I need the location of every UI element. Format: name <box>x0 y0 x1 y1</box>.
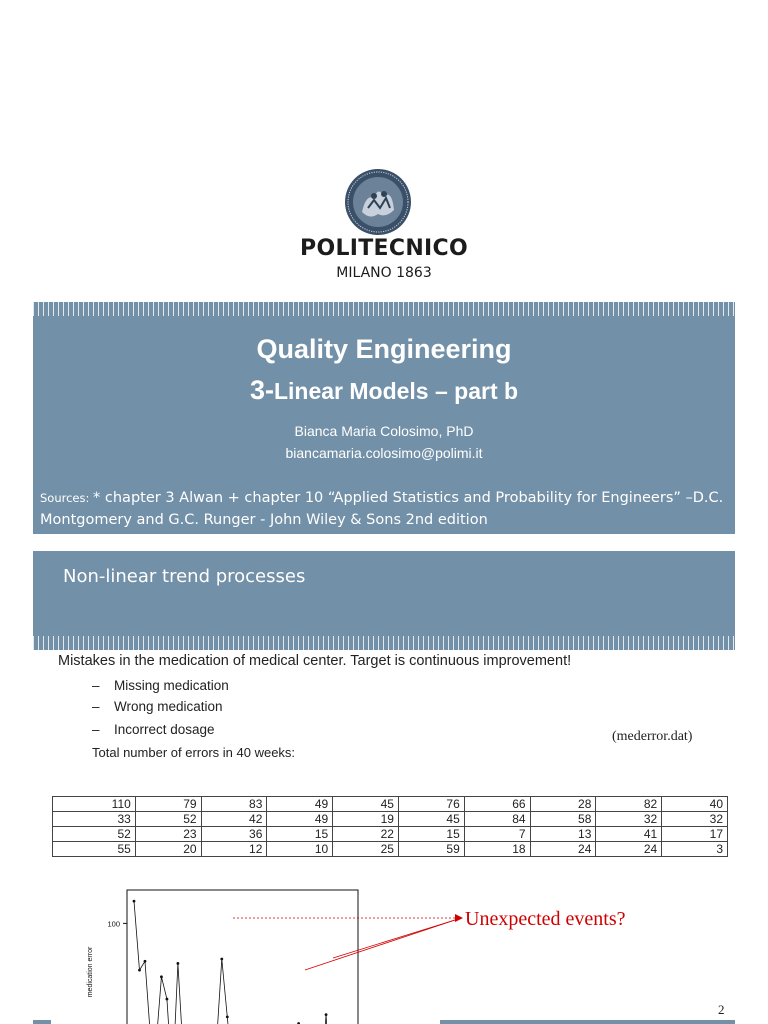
table-cell: 7 <box>464 827 530 842</box>
table-cell: 23 <box>135 827 201 842</box>
bullet-label: Missing medication <box>114 678 229 693</box>
tick-border-bottom <box>33 636 735 650</box>
data-point <box>133 900 136 903</box>
data-point <box>144 960 147 963</box>
table-cell: 15 <box>267 827 333 842</box>
lecture-name: Linear Models – part b <box>273 378 519 404</box>
table-cell: 84 <box>464 812 530 827</box>
table-cell: 40 <box>662 797 728 812</box>
table-cell: 13 <box>530 827 596 842</box>
table-cell: 58 <box>530 812 596 827</box>
plot-frame <box>127 890 358 1024</box>
unexpected-events-annotation: Unexpected events? <box>465 908 626 930</box>
table-cell: 32 <box>662 812 728 827</box>
table-cell: 17 <box>662 827 728 842</box>
table-cell: 3 <box>662 842 728 857</box>
arrow-head <box>455 914 463 922</box>
table-cell: 66 <box>464 797 530 812</box>
data-point <box>325 1013 328 1016</box>
table-cell: 110 <box>53 797 136 812</box>
data-point <box>226 1015 229 1018</box>
table-row <box>53 827 728 842</box>
table-cell: 41 <box>596 827 662 842</box>
footer-bar-left <box>33 1020 51 1024</box>
table-cell: 45 <box>398 812 464 827</box>
sources-label: Sources: <box>40 491 94 505</box>
table-cell: 20 <box>135 842 201 857</box>
table-cell: 18 <box>464 842 530 857</box>
table-cell: 12 <box>201 842 267 857</box>
logo-subtitle: MILANO 1863 <box>336 265 432 281</box>
bullet-dash: – <box>92 722 100 737</box>
table-cell: 49 <box>267 812 333 827</box>
footer-bar-right <box>440 1020 735 1024</box>
table-cell: 25 <box>333 842 399 857</box>
errors-table <box>52 796 728 857</box>
table-row <box>53 842 728 857</box>
table-cell: 33 <box>53 812 136 827</box>
table-cell: 45 <box>333 797 399 812</box>
table-cell: 52 <box>135 812 201 827</box>
bullet-item <box>92 678 229 693</box>
sources-note <box>40 487 730 531</box>
table-cell: 42 <box>201 812 267 827</box>
section-header-panel <box>33 551 735 650</box>
table-cell: 32 <box>596 812 662 827</box>
table-cell: 76 <box>398 797 464 812</box>
table-row <box>53 797 728 812</box>
data-point <box>220 958 223 961</box>
title-slide-panel <box>33 302 735 534</box>
table-cell: 24 <box>596 842 662 857</box>
data-point <box>138 969 141 972</box>
table-cell: 24 <box>530 842 596 857</box>
bullet-dash: – <box>92 699 100 714</box>
bullet-label: Incorrect dosage <box>114 722 215 737</box>
section-title: Non-linear trend processes <box>63 566 306 587</box>
course-title: Quality Engineering <box>256 334 512 364</box>
bullet-label: Wrong medication <box>114 699 223 714</box>
lecture-subtitle <box>33 375 735 406</box>
table-cell: 49 <box>267 797 333 812</box>
data-point <box>176 962 179 965</box>
table-cell: 22 <box>333 827 399 842</box>
medication-error-chart <box>78 886 368 1024</box>
author-name: Bianca Maria Colosimo, PhD <box>294 423 474 439</box>
page-number: 2 <box>718 1002 725 1017</box>
table-cell: 19 <box>333 812 399 827</box>
tick-border-top <box>33 302 735 316</box>
table-cell: 83 <box>201 797 267 812</box>
sources-text: * chapter 3 Alwan + chapter 10 “Applied Statistics and Probability for Engineers” –D.C. Montgomery and G.C. Runger - John Wiley & Sons 2nd edition <box>40 490 724 528</box>
data-filename: (mederror.dat) <box>612 729 693 744</box>
table-cell: 15 <box>398 827 464 842</box>
table-cell: 52 <box>53 827 136 842</box>
y-tick-label: 100 <box>107 919 120 929</box>
table-cell: 82 <box>596 797 662 812</box>
logo-name: POLITECNICO <box>300 236 468 261</box>
y-axis-label: medication error <box>87 946 94 998</box>
table-cell: 28 <box>530 797 596 812</box>
data-point <box>166 998 169 1001</box>
table-cell: 55 <box>53 842 136 857</box>
total-errors-text: Total number of errors in 40 weeks: <box>92 745 296 760</box>
author-email: biancamaria.colosimo@polimi.it <box>285 445 483 461</box>
bullet-dash: – <box>92 678 100 693</box>
table-cell: 59 <box>398 842 464 857</box>
table-row <box>53 812 728 827</box>
politecnico-seal-logo <box>344 168 412 236</box>
table-cell: 79 <box>135 797 201 812</box>
series-line <box>134 901 348 1024</box>
intro-text: Mistakes in the medication of medical center. Target is continuous improvement! <box>58 653 572 669</box>
bullet-item <box>92 722 215 737</box>
table-cell: 36 <box>201 827 267 842</box>
data-point <box>160 975 163 978</box>
lecture-number: 3- <box>249 375 274 405</box>
bullet-item <box>92 699 223 714</box>
table-cell: 10 <box>267 842 333 857</box>
